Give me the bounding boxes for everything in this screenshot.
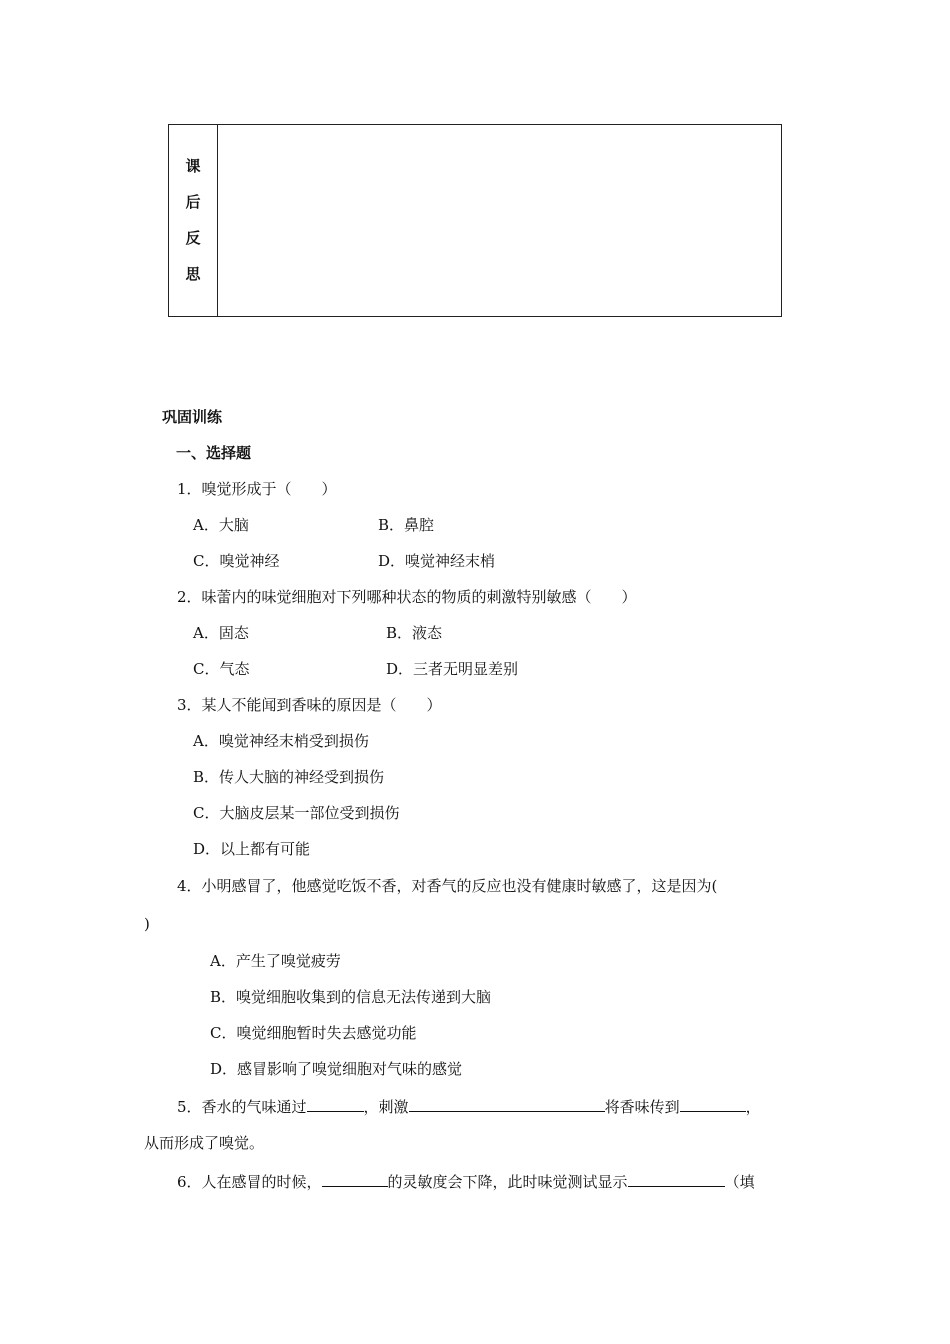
question-1-option-c[interactable]: C．嗅觉神经 (193, 552, 280, 570)
question-4-option-d[interactable]: D．感冒影响了嗅觉细胞对气味的感觉 (210, 1060, 463, 1078)
question-2-option-a[interactable]: A．固态 (193, 624, 249, 642)
question-3-option-b[interactable]: B．传人大脑的神经受到损伤 (193, 768, 385, 786)
question-1-option-a[interactable]: A．大脑 (193, 516, 249, 534)
reflection-char: 反 (185, 229, 201, 247)
question-4-stem: 4．小明感冒了，他感觉吃饭不香，对香气的反应也没有健康时敏感了，这是因为( (177, 877, 718, 895)
question-6-text: 的灵敏度会下降，此时味觉测试显示 (387, 1173, 628, 1191)
reflection-char: 思 (185, 265, 201, 283)
question-2-stem: 2．味蕾内的味觉细胞对下列哪种状态的物质的刺激特别敏感（ ） (177, 588, 637, 606)
section-title: 巩固训练 (162, 408, 223, 426)
question-4-stem-end: ) (144, 915, 150, 933)
question-1-option-b[interactable]: B．鼻腔 (378, 516, 435, 534)
question-3-option-a[interactable]: A．嗅觉神经末梢受到损伤 (193, 732, 369, 750)
question-3-option-d[interactable]: D．以上都有可能 (193, 840, 311, 858)
question-5-text: 将香味传到 (604, 1098, 680, 1116)
question-5-text: ， (745, 1098, 761, 1116)
question-4-option-b[interactable]: B．嗅觉细胞收集到的信息无法传递到大脑 (210, 988, 492, 1006)
question-6-text: 6．人在感冒的时候， (177, 1173, 322, 1191)
question-3-stem: 3．某人不能闻到香味的原因是（ ） (177, 696, 442, 714)
reflection-writing-area[interactable] (218, 125, 781, 316)
part-title: 一、选择题 (176, 444, 252, 462)
question-5-text: ，刺激 (363, 1098, 409, 1116)
question-1-stem: 1．嗅觉形成于（ ） (177, 480, 337, 498)
question-5-line-2: 从而形成了嗅觉。 (144, 1134, 265, 1152)
question-2-option-b[interactable]: B．液态 (386, 624, 443, 642)
question-1-option-d[interactable]: D．嗅觉神经末梢 (378, 552, 496, 570)
reflection-label (169, 125, 218, 316)
question-2-option-c[interactable]: C．气态 (193, 660, 250, 678)
answer-blank[interactable] (680, 1096, 746, 1112)
reflection-char: 课 (185, 157, 201, 175)
question-6-line-1 (177, 1171, 755, 1192)
reflection-table (168, 124, 782, 317)
reflection-char: 后 (185, 193, 201, 211)
question-6-text: （填 (724, 1173, 755, 1191)
answer-blank[interactable] (409, 1096, 605, 1112)
question-3-option-c[interactable]: C．大脑皮层某一部位受到损伤 (193, 804, 400, 822)
question-4-option-a[interactable]: A．产生了嗅觉疲劳 (210, 952, 341, 970)
question-4-option-c[interactable]: C．嗅觉细胞暂时失去感觉功能 (210, 1024, 417, 1042)
answer-blank[interactable] (322, 1171, 388, 1187)
question-2-option-d[interactable]: D．三者无明显差别 (386, 660, 519, 678)
answer-blank[interactable] (628, 1171, 725, 1187)
question-5-line-1 (177, 1096, 761, 1117)
answer-blank[interactable] (307, 1096, 364, 1112)
question-5-text: 5．香水的气味通过 (177, 1098, 307, 1116)
